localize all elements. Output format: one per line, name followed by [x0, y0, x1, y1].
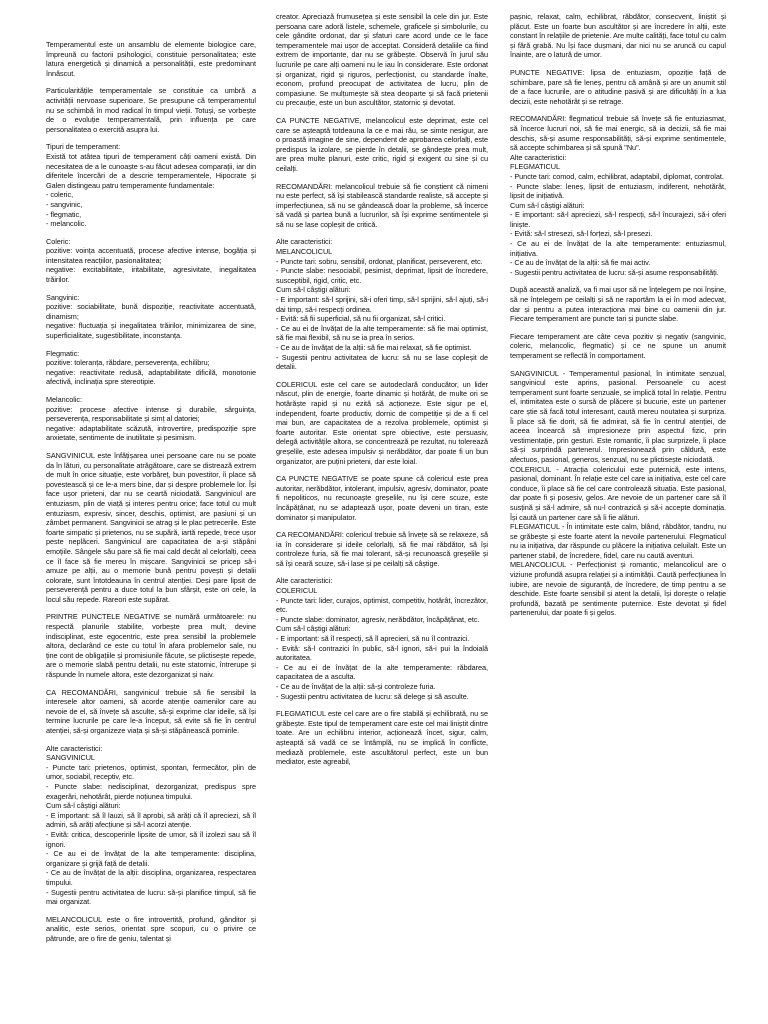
paragraph: FLEGMATICUL este cel care are o fire stabilă și echilibrată, nu se grăbește. Este tipul de temperament care este cel mai liniștit dintre toate. Are un echilibru interior, acționează încet, sigur, calm, așteaptă să vadă ce se întâmplă, nu se implică în conflicte, mediază problemele, este ascultătorul perfect, este un bun mediator, este agreabil, [276, 709, 488, 767]
text-column-left [46, 40, 256, 1020]
paragraph: COLERICUL este cel care se autodeclară conducător, un lider născut, plin de energie, foarte dinamic și hotărât, de multe ori se hotărăște rapid și nu ezită să acționeze. Este sigur pe el, independent, foarte productiv, dornic de competiție și de a fi cel mai bun, are capacitatea de a rezolva problemele, optimist și foarte autoritar. Este orientat spre obiective, este persuasiv, delegă activitățile altora, se concentrează pe rezultat, nu tolerează greșelile, este adesea impulsiv și nerăbdător, dar poate fi un bun organizator, are puțini prieteni, dar este loial. [276, 379, 488, 466]
paragraph: creator. Apreciază frumusețea și este sensibil la cele din jur. Este persoana care adoră listele, schemele, graficele și simbolurile, cu cele gândite ordonat, dar și sfaturi care acord unde ce le face temperamentele mai ușor de acceptat. Consideră detaliile ca fiind extrem de importante, dar nu se grăbește. Observă în jurul său lucrurile pe care alți oameni nu le iau în considerare. Este ordonat și organizat, rigid și riguros, perfecționist, cu standarde înalte, econom, profund preocupat de activitatea de lucru, plin de compasiune. Se mulțumește să stea deoparte și să facă prietenii cu precauție, este un bun ascultător, statornic și devotat. [276, 12, 488, 108]
paragraph: CA RECOMANDĂRI, sangvinicul trebuie să fie sensibil la interesele altor oameni, să acorde atenție oamenilor care au nevoie de el, să învețe să asculte, să-și exprime clar ideile, să își termine lucrurile pe care le-a început, să evite să fie în centrul atenției, să-și organizeze viața și să-și stăpânească pornirile. [46, 687, 256, 735]
paragraph: SANGVINICUL este înfățișarea unei persoane care nu se poate da în lături, cu personalitate atrăgătoare, care se distrează extrem de mult în orice situație, este vorbăreț, bun povestitor, îi place să povestească și ce le-a mers bine, dar și despre problemele lor. Își face ușor prieteni, dar nu se ceartă niciodată. Sangvinicul are entuziasm, plin de viață și interes pentru orice; face totul cu mult entuziasm, expresiv, sincer, deschis, optimist, are pasiuni și un zâmbet permanent. Sangvinicii se atrag și le plac petrecerile. Este foarte simpatic și prietenos, nu se supără, iartă repede, trece ușor peste neplăceri. Sangvinicul are capacitatea de a-și stăpâni emoțiile. Sângele său pare să fie mai cald decât al celorlalți, ceea ce îl face să fie mereu în mișcare. Sangvinicii se pricep să-i amuze pe alții, au o memorie bună pentru povești și detalii colorate, sunt întotdeauna în centrul atenției. Deși pare lipsit de perseverență pentru a duce totul la bun sfârșit, este ori cele, la locul său repede. Rareori este supărat. [46, 450, 256, 604]
paragraph: Alte caracteristici: SANGVINICUL - Puncte tari: prietenos, optimist, spontan, fermecător, plin de umor, sociabil, receptiv, etc. - Puncte slabe: nedisciplinat, dezorganizat, predispus spre exagerări, nehotărât, pierde noțiunea timpului. Cum să-l câștigi alături: - E important: să îl lauzi, să îl aprobi, să arăți că îl apreciezi, să îl admiri, să arăți afecțiune și să-l acorzi atenție. - Evită: critica, descoperirile lipsite de umor, să îl izolezi sau să îl ignori. - Ce au ei de învățat de la alte temperamente: disciplina, organizare și grijă față de detalii. - Ce au de învățat de la alții: disciplina, organizarea, respectarea timpului. - Sugestii pentru activitatea de lucru: să-și planifice timpul, să fie mai organizat. [46, 743, 256, 907]
paragraph: Flegmatic: pozitive: toleranța, răbdare, perseverența, echilibru; negative: reactivitate redusă, adaptabilitate dificilă, monotonie afectivă, inclinația spre stereotipie. [46, 348, 256, 387]
paragraph: CA PUNCTE NEGATIVE se poate spune că colericul este prea autoritar, nerăbdător, intolerant, impulsiv, agresiv, dominator, poate fi nepoliticos, nu recunoaște greșelile, nu își cere scuze, este încăpățânat, nu se adaptează ușor, poate deveni un tiran, este dominator și manipulator. [276, 474, 488, 522]
paragraph: Fiecare temperament are câte ceva pozitiv și negativ (sangvinic, coleric, melancolic, flegmatic) și ce ne spune un anumit temperament se reflectă în comportament. [510, 331, 726, 360]
paragraph: MELANCOLICUL este o fire introvertită, profund, gânditor și analitic, este serios, orientat spre scopuri, cu o privire ce pătrunde, are o fire de geniu, talentat și [46, 914, 256, 943]
paragraph: După această analiză, va fi mai ușor să ne înțelegem pe noi înșine, să ne înțelegem pe ceilalți și să ne raportăm la ei în mod adecvat, dar și pentru a putea interacționa mai bine cu oamenii din jur. Fiecare temperament are puncte tari și puncte slabe. [510, 285, 726, 324]
paragraph: Alte caracteristici: MELANCOLICUL - Puncte tari: sobru, sensibil, ordonat, planificat, perseverent, etc. - Puncte slabe: nesociabil, pesimist, deprimat, lipsit de încredere, susceptibil, rigid, critic, etc. Cum să-l câștigi alături: - E important: să-l sprijini, să-i oferi timp, să-l sprijini, să-l ajuți, să-i dai timp, să-i respecți ordinea. - Evită: să fii superficial, să nu fii organizat, să-l critici. - Ce au ei de învățat de la alte temperamente: să fie mai optimist, să fie mai flexibil, să nu se ia prea în serios. - Ce au de învățat de la alții: să fie mai relaxat, să fie optimist. - Sugestii pentru activitatea de lucru: să nu se lase copleșit de detalii. [276, 237, 488, 372]
paragraph: Alte caracteristici: COLERICUL - Puncte tari: lider, curajos, optimist, competitiv, hotărât, încrezător, etc. - Puncte slabe: dominator, agresiv, nerăbdător, încăpățânat, etc. Cum să-l câștigi alături: - E important: să îl respecți, să îl aprecieri, să nu îl contrazici. - Evită: să-l contrazici în public, să-l ignori, să-i pui la îndoială autoritatea. - Ce au ei de învățat de la alte temperamente: răbdarea, capacitatea de a asculta. - Ce au de învățat de la alții: să-și controleze furia. - Sugestii pentru activitatea de lucru: să delege și să asculte. [276, 576, 488, 701]
paragraph: CA PUNCTE NEGATIVE, melancolicul este deprimat, este cel care se așteaptă totdeauna la ce e mai rău, se simte nesigur, are o proastă imagine de sine, dependent de aprobarea celorlalți, este predispus la izolare, se pierde în detalii, se gândește prea mult, are prea multe planuri, este critic, rigid și exigent cu sine și cu ceilalți. [276, 115, 488, 173]
paragraph: SANGVINICUL - Temperamentul pasional, în intimitate senzual, sangvinicul este aprins, pasional. Persoanele cu acest temperament sunt foarte senzuale, se implică total în relație. Pentru el, intimitatea este o sursă de plăcere și bucurie, este un partener care știe să facă totul interesant, caută mereu noutatea și surpriza. Îi place să fie dorit, să fie admirat, să fie în centrul atenției, de aceea încearcă să impresioneze prin aspectul fizic, prin vestimentație, prin gesturi. Este romantic, îi plac surprizele, îi place să-și surprindă partenerul. Impresionează prin căldură, este afectuos, pasional, generos, senzual, nu se plictisește niciodată. COLERICUL - Atracția colericului este puternică, este intens, pasional, dominant. În relație este cel care ia inițiativa, este cel care conduce, îi place să fie cel care controlează situația. Este pasional, dar poate fi și posesiv, gelos. Are nevoie de un partener care să îl susțină și să-l admire, să nu-l contrazică și să-i accepte dominația. Își caută un partener care să îi fie alături. FLEGMATICUL - În intimitate este calm, blând, răbdător, tandru, nu se grăbește și este foarte atent la nevoile partenerului. Flegmaticul nu ia inițiativa, dar răspunde cu plăcere la inițiativa celuilalt. Este un partener stabil, de încredere, fidel, care nu caută aventuri. MELANCOLICUL - Perfecționist și romantic, melancolicul are o viziune profundă asupra relației și a intimității. Caută perfecțiunea în iubire, are nevoie de siguranță, de încredere, de timp pentru a se deschide. Este foarte sensibil și atent la detalii, își dorește o relație profundă, bazată pe sentimente puternice. Este devotat și fidel partenerului, dar poate fi și gelos. [510, 368, 726, 618]
paragraph: PUNCTE NEGATIVE: lipsa de entuziasm, opoziție față de schimbare, pare să fie leneș, pentru că amână și are un anumit stil de a face lucrurile, are o atitudine pasivă și are dificultăți în a lua decizii, este nehotărât și se retrage. [510, 67, 726, 106]
paragraph: Sangvinic: pozitive: sociabilitate, bună dispoziție, reactivitate accentuată, dinamism; negative: fluctuația și inegalitatea trăirilor, minimizarea de sine, superficialitate, sugestibilitate, inconstanța. [46, 292, 256, 341]
paragraph: pașnic, relaxat, calm, echilibrat, răbdător, consecvent, liniștit și plăcut. Este un foarte bun ascultător și are încredere în alții, este constant în relațiile de prietenie. Are multe calități, face totul cu calm și fără grabă. Nu își face dușmani, dar nici nu se aruncă cu capul înainte, are o latură de umor. [510, 12, 726, 60]
paragraph: Particularitățile temperamentale se constituie ca umbră a activității nervoase superioare. Se presupune că temperamentul nu se schimbă în mod radical în timpul vieții. Totuși, se vorbește de o evoluție temperamentală, prin influența pe care personalitatea o exercită asupra lui. [46, 86, 256, 134]
paragraph: Tipuri de temperament: Există tot atâtea tipuri de temperament câți oameni există. Din necesitatea de a le cunoaște s-au făcut adesea comparații, iar din diferitele încercări de a descrie temperamentele, Hipocrate și Galen distingeau patru temperamente fundamentale: - coleric, - sangvinic, - flegmatic, - melancolic. [46, 142, 256, 229]
paragraph: RECOMANDĂRI: flegmaticul trebuie să învețe să fie entuziasmat, să încerce lucruri noi, să fie mai energic, să ia decizii, să fie mai deschis, să-și asume responsabilități, să-și exprime sentimentele, să accepte schimbarea și să spună "Nu". Alte caracteristici: FLEGMATICUL - Puncte tari: comod, calm, echilibrat, adaptabil, diplomat, controlat. - Puncte slabe: leneș, lipsit de entuziasm, indiferent, nehotărât, lipsit de inițiativă. Cum să-l câștigi alături: - E important: să-l apreciezi, să-l respecți, să-l încurajezi, să-i oferi liniște. - Evită: să-l stresezi, să-l forțezi, să-l presezi. - Ce au ei de învățat de la alte temperamente: entuziasmul, inițiativa. - Ce au de învățat de la alții: să fie mai activ. - Sugestii pentru activitatea de lucru: să-și asume responsabilități. [510, 114, 726, 277]
text-column-middle [276, 12, 488, 992]
paragraph: RECOMANDĂRI: melancolicul trebuie să fie conștient că nimeni nu este perfect, să își stabilească standarde realiste, să accepte și imperfecțiunea, să nu se gândească doar la probleme, să încerce să vadă și partea bună a lucrurilor, să își exprime sentimentele și să nu se lase copleșit de critică. [276, 181, 488, 229]
paragraph: Coleric: pozitive: voința accentuată, procese afective intense, bogăția și intensitatea reacțiilor, pasionalitatea; negative: excitabilitate, iritabilitate, agresivitate, inegalitatea trăirilor. [46, 236, 256, 285]
paragraph: Melancolic: pozitive: procese afective intense și durabile, sârguința, perseverența, responsabilitate și simț al datoriei; negative: adaptabilitate scăzută, introvertire, predispoziție spre anxietate, sentimente de inutilitate și pesimism. [46, 395, 256, 443]
text-column-right [510, 12, 726, 992]
paragraph: Temperamentul este un ansamblu de elemente biologice care, împreună cu factorii psihologici, constituie personalitatea; este latura energetică și dinamică a personalității, este predominant înnăscut. [46, 40, 256, 78]
paragraph: PRINTRE PUNCTELE NEGATIVE se numără următoarele: nu respectă planurile stabilite, vorbește prea mult, devine indisciplinat, este egocentric, este prea sensibil la problemele altora, declarând ce este cu totul în afara problemelor sale, nu ține cont de obligațiile și promisiunile făcute, se plictisește repede, are o memorie slabă pentru detalii, nu este statornic, întrerupe și răspunde în numele altora, este dezorganizat și naiv. [46, 612, 256, 680]
paragraph: CA RECOMANDĂRI: colericul trebuie să învețe să se relaxeze, să ia în considerare și ideile celorlalți, să fie mai răbdător, să își controleze furia, să fie mai tolerant, să-și recunoască greșelile și să își ceară scuze, să-i lase și pe ceilalți să câștige. [276, 530, 488, 568]
